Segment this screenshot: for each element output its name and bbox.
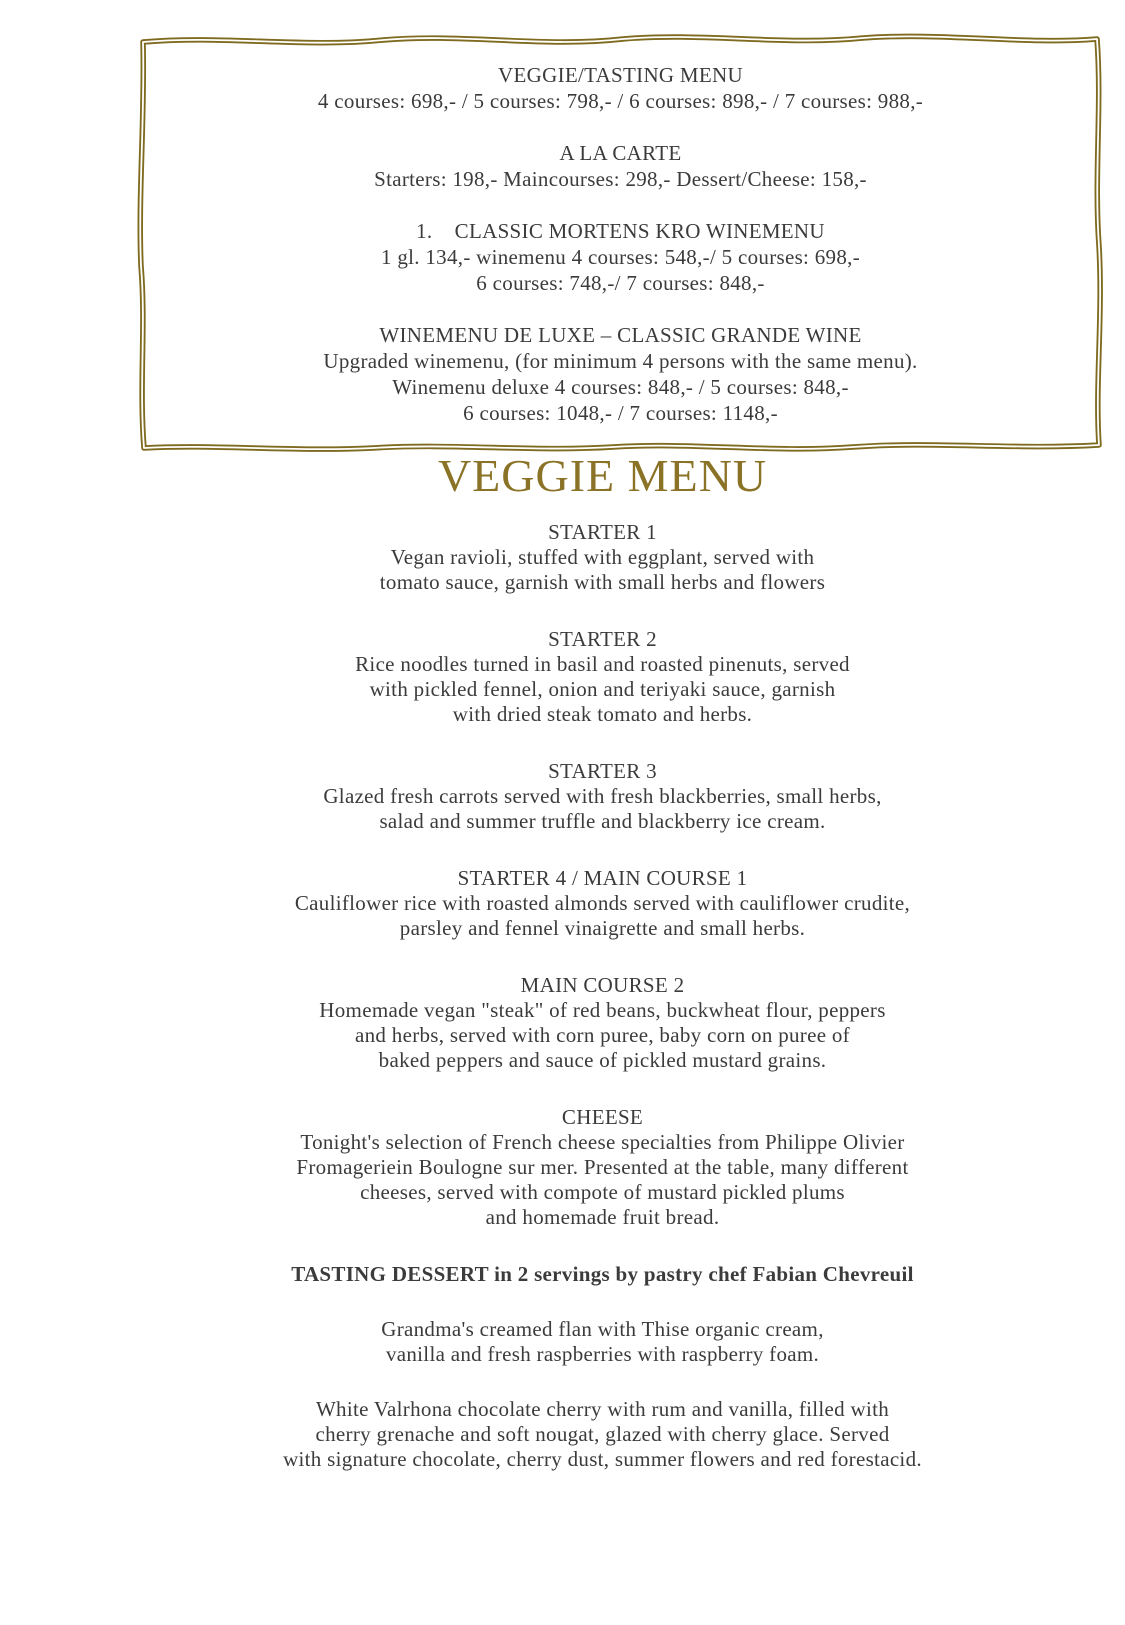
block-line: Winemenu deluxe 4 courses: 848,- / 5 courses: 848,- bbox=[392, 375, 849, 399]
section-heading: STARTER 4 / MAIN COURSE 1 bbox=[457, 866, 748, 890]
dessert-paragraph-chocolate-cherry bbox=[90, 1397, 1115, 1472]
veggie-menu-title: VEGGIE MENU bbox=[437, 450, 768, 501]
section-line: parsley and fennel vinaigrette and small herbs. bbox=[399, 916, 806, 940]
section-line: Rice noodles turned in basil and roasted pinenuts, served bbox=[355, 652, 850, 676]
menu-content bbox=[90, 450, 1115, 1472]
block-heading: VEGGIE/TASTING MENU bbox=[498, 63, 743, 87]
section-heading: TASTING DESSERT in 2 servings by pastry chef Fabian Chevreuil bbox=[291, 1262, 914, 1286]
menu-section-tasting-dessert bbox=[90, 1262, 1115, 1287]
section-heading: MAIN COURSE 2 bbox=[520, 973, 685, 997]
menu-section-cheese bbox=[90, 1105, 1115, 1230]
section-heading: STARTER 3 bbox=[548, 759, 657, 783]
section-line: and homemade fruit bread. bbox=[485, 1205, 720, 1229]
block-heading: 1. CLASSIC MORTENS KRO WINEMENU bbox=[416, 219, 825, 243]
block-line: Starters: 198,- Maincourses: 298,- Dessert/Cheese: 158,- bbox=[374, 167, 867, 191]
section-line: Tonight's selection of French cheese specialties from Philippe Olivier bbox=[300, 1130, 905, 1154]
section-line: with pickled fennel, onion and teriyaki sauce, garnish bbox=[369, 677, 836, 701]
menu-section-starter-1 bbox=[90, 520, 1115, 595]
pricing-block-a-la-carte bbox=[133, 140, 1108, 192]
section-line: Homemade vegan "steak" of red beans, buckwheat flour, peppers bbox=[319, 998, 886, 1022]
pricing-block-winemenu-deluxe bbox=[133, 322, 1108, 426]
section-heading: STARTER 1 bbox=[548, 520, 657, 544]
section-heading: STARTER 2 bbox=[548, 627, 657, 651]
block-line: Upgraded winemenu, (for minimum 4 persons with the same menu). bbox=[323, 349, 918, 373]
section-line: Grandma's creamed flan with Thise organic cream, bbox=[381, 1317, 824, 1341]
section-line: Vegan ravioli, stuffed with eggplant, served with bbox=[390, 545, 815, 569]
block-line: 6 courses: 1048,- / 7 courses: 1148,- bbox=[463, 401, 778, 425]
block-heading: A LA CARTE bbox=[559, 141, 682, 165]
section-line: and herbs, served with corn puree, baby corn on puree of bbox=[355, 1023, 850, 1047]
block-heading: WINEMENU DE LUXE – CLASSIC GRANDE WINE bbox=[379, 323, 862, 347]
section-line: cheeses, served with compote of mustard pickled plums bbox=[360, 1180, 845, 1204]
block-line: 4 courses: 698,- / 5 courses: 798,- / 6 courses: 898,- / 7 courses: 988,- bbox=[317, 89, 924, 113]
menu-section-starter-3 bbox=[90, 759, 1115, 834]
section-line: vanilla and fresh raspberries with raspberry foam. bbox=[385, 1342, 820, 1366]
pricing-block-classic-winemenu bbox=[133, 218, 1108, 296]
section-heading: CHEESE bbox=[561, 1105, 644, 1129]
block-line: 6 courses: 748,-/ 7 courses: 848,- bbox=[476, 271, 765, 295]
dessert-paragraph-flan bbox=[90, 1317, 1115, 1367]
block-line: 1 gl. 134,- winemenu 4 courses: 548,-/ 5 courses: 698,- bbox=[380, 245, 860, 269]
section-line: with dried steak tomato and herbs. bbox=[452, 702, 753, 726]
pricing-info-box bbox=[133, 26, 1108, 460]
section-line: White Valrhona chocolate cherry with rum and vanilla, filled with bbox=[315, 1397, 890, 1421]
section-line: Cauliflower rice with roasted almonds served with cauliflower crudite, bbox=[294, 891, 911, 915]
menu-section-main-course-2 bbox=[90, 973, 1115, 1073]
pricing-box-content bbox=[133, 26, 1108, 426]
section-line: with signature chocolate, cherry dust, summer flowers and red forestacid. bbox=[283, 1447, 922, 1471]
menu-section-starter-4-main-1 bbox=[90, 866, 1115, 941]
menu-section-starter-2 bbox=[90, 627, 1115, 727]
section-line: Glazed fresh carrots served with fresh blackberries, small herbs, bbox=[323, 784, 882, 808]
section-line: cherry grenache and soft nougat, glazed with cherry glace. Served bbox=[315, 1422, 890, 1446]
section-line: baked peppers and sauce of pickled mustard grains. bbox=[378, 1048, 827, 1072]
section-line: tomato sauce, garnish with small herbs and flowers bbox=[379, 570, 826, 594]
section-line: salad and summer truffle and blackberry ice cream. bbox=[379, 809, 826, 833]
pricing-block-veggie-tasting bbox=[133, 62, 1108, 114]
section-line: Fromageriein Boulogne sur mer. Presented at the table, many different bbox=[296, 1155, 909, 1179]
